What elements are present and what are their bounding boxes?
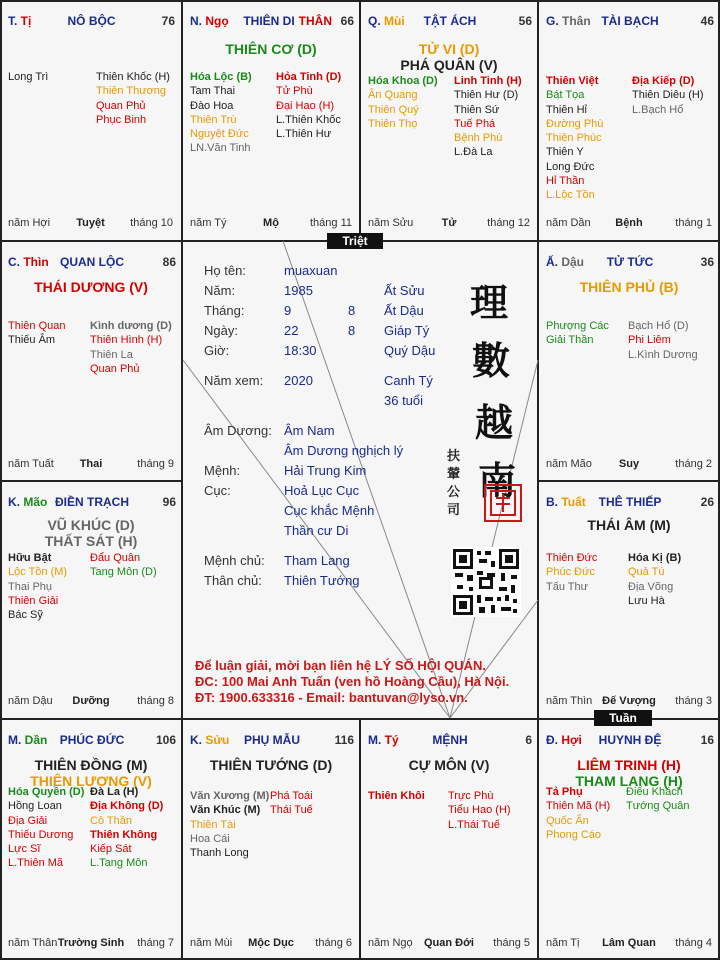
palace-name: PHÚC ĐỨC [59, 733, 125, 747]
star-item: L.Đà La [454, 146, 493, 159]
left-star-list [8, 551, 67, 622]
palace-top-left [0, 0, 181, 240]
star-item: Thiên Mã (H) [546, 800, 611, 813]
palace-branch: Đ. [546, 733, 562, 747]
star-item: Long Đức [546, 160, 595, 173]
star-item: Địa Giải [8, 814, 48, 827]
palace-year: năm Tý [190, 217, 227, 229]
palace-age-number: 86 [162, 255, 176, 269]
right-star-list [628, 319, 698, 362]
star-item: Ân Quang [368, 89, 418, 102]
palace-branch: C. [8, 255, 24, 269]
right-star-list [626, 785, 690, 814]
contact-line-2: ĐC: 100 Mai Anh Tuấn (ven hồ Hoàng Cầu), Hà Nội. [195, 674, 510, 689]
thang-value: 9 [284, 303, 292, 318]
star-item: Thiếu Âm [8, 334, 56, 347]
star-item: Thiên Tài [190, 818, 236, 831]
main-star: THIÊN PHỦ (B) [579, 279, 679, 295]
gio-can-chi: Quý Dậu [384, 343, 436, 358]
right-star-list [632, 74, 704, 117]
left-star-list [190, 789, 269, 860]
star-item: Đường Phù [546, 117, 604, 130]
star-item: Điếu Khách [626, 786, 683, 798]
palace-footer [8, 217, 173, 231]
ho-ten-label: Họ tên: [204, 263, 246, 278]
palace-year: năm Hợi [8, 217, 51, 229]
star-item: Thiên Y [546, 146, 584, 159]
star-item: Hỉ Thần [546, 175, 585, 188]
left-star-list [8, 70, 48, 84]
am-duong-value: Âm Nam [284, 423, 335, 438]
star-item: Lộc Tồn (M) [8, 566, 68, 579]
star-item: Lực Sĩ [8, 843, 41, 856]
star-item: Thiên Hư (D) [454, 89, 519, 102]
palace-mid-right-2 [538, 481, 720, 718]
palace-header [8, 14, 175, 30]
star-item: Thái Tuế [270, 804, 313, 817]
tuan-tag: Tuần [594, 710, 652, 726]
palace-bot-left [0, 719, 182, 960]
star-item: L.Lộc Tồn [546, 189, 595, 202]
left-star-list [368, 789, 425, 803]
palace-branch: B. [546, 495, 562, 509]
nam-value: 1985 [284, 283, 313, 298]
palace-stage: Tử [441, 217, 457, 229]
palace-stage: Tuyệt [76, 217, 105, 229]
palace-age-number: 106 [155, 733, 176, 747]
palace-header [8, 733, 176, 749]
star-item: L.Kình Dương [628, 348, 698, 361]
star-item: Quan Phủ [96, 99, 146, 112]
palace-name: TỬ TỨC [606, 255, 654, 269]
palace-month: tháng 1 [675, 217, 712, 229]
palace-branch: M. [368, 733, 385, 747]
gio-label: Giờ: [204, 343, 230, 358]
palace-branch-name: Mùi [384, 14, 405, 28]
main-star: THAM LANG (H) [575, 773, 683, 789]
star-item: Phong Cáo [546, 828, 602, 841]
palace-name: QUAN LỘC [60, 255, 124, 269]
main-star: THIÊN CƠ (D) [225, 41, 317, 57]
palace-age-number: 36 [700, 255, 714, 269]
palace-branch-name: Thân [562, 14, 591, 28]
palace-branch-name: Ngọ [205, 14, 229, 28]
star-item: Phi Liêm [628, 334, 671, 347]
palace-header [546, 495, 714, 511]
main-star: PHÁ QUÂN (V) [400, 57, 498, 73]
palace-footer [368, 217, 530, 231]
palace-age-number: 56 [518, 14, 532, 28]
palace-footer [546, 937, 712, 951]
star-item: Thiên Khôi [368, 790, 425, 802]
palace-month: tháng 9 [137, 458, 174, 470]
star-item: Kiếp Sát [90, 843, 132, 856]
palace-footer [190, 937, 352, 951]
main-star: CỰ MÔN (V) [408, 757, 490, 773]
seal-icon [486, 486, 520, 520]
palace-footer [8, 458, 174, 472]
palace-name: THIÊN DI [243, 14, 295, 28]
star-item: Thiên Phúc [546, 132, 602, 145]
gio-value: 18:30 [284, 343, 317, 358]
palace-branch-name: Dần [24, 733, 48, 747]
star-item: Thiên Khốc (H) [96, 71, 170, 83]
palace-mid-left-2 [0, 481, 182, 718]
star-item: Tướng Quân [626, 800, 690, 813]
star-item: Quả Tú [628, 566, 665, 579]
star-item: Thiên Đức [546, 552, 598, 564]
left-star-list [368, 74, 438, 131]
main-star: THIÊN ĐỒNG (M) [34, 757, 148, 773]
palace-stage: Đế Vượng [602, 695, 656, 707]
cuc-note-2: Thần cư Di [284, 523, 349, 538]
right-star-list [96, 70, 170, 127]
palace-footer [190, 217, 352, 231]
palace-name: PHỤ MẪU [244, 733, 300, 747]
palace-age-number: 96 [162, 495, 176, 509]
am-duong-label: Âm Dương: [204, 423, 272, 438]
right-star-list [454, 74, 522, 160]
right-star-list [270, 789, 313, 818]
cuc-value: Hoả Lục Cục [284, 483, 360, 498]
palace-branch: N. [190, 14, 206, 28]
star-item: Thiên Hình (H) [90, 334, 163, 347]
than-chu-label: Thân chủ: [204, 573, 262, 588]
menh-label: Mệnh: [204, 463, 241, 478]
palace-branch: K. [8, 495, 24, 509]
star-item: Tử Phù [276, 85, 313, 98]
main-star: VŨ KHÚC (D) [47, 517, 135, 533]
star-item: Phượng Các [546, 320, 609, 332]
star-item: Nguyệt Đức [190, 128, 249, 141]
palace-branch-name: Tị [20, 14, 32, 28]
star-item: Tam Thai [190, 85, 236, 98]
palace-branch-name: Mão [23, 495, 48, 509]
star-item: Kình dương (D) [90, 320, 172, 332]
nam-label: Năm: [204, 283, 236, 298]
star-item: Hóa Khoa (D) [368, 75, 438, 87]
palace-branch-name: Sửu [205, 733, 230, 747]
main-star: TỬ VI (D) [418, 41, 480, 57]
palace-stage: Thai [79, 458, 103, 470]
star-item: L.Thiên Hư [276, 128, 332, 141]
star-item: Phúc Đức [546, 566, 595, 579]
palace-name: HUYNH ĐỆ [598, 733, 662, 747]
star-item: Đại Hao (H) [276, 99, 335, 112]
star-item: Bạch Hổ (D) [628, 320, 689, 332]
star-item: Hồng Loan [8, 800, 62, 813]
ngay-label: Ngày: [204, 323, 238, 338]
palace-header [546, 255, 714, 271]
star-item: Bệnh Phù [454, 132, 503, 145]
palace-branch: T. [8, 14, 21, 28]
calligraphy-char-3: 越 [475, 400, 514, 445]
palace-year: năm Thân [8, 937, 58, 949]
star-item: Địa Võng [628, 580, 674, 593]
palace-top-2 [182, 0, 360, 240]
palace-year: năm Sửu [368, 217, 414, 229]
palace-stage: Lâm Quan [602, 937, 656, 949]
star-item: Hóa Lộc (B) [190, 71, 252, 83]
calligraphy-char-4: 南 [478, 458, 517, 503]
palace-month: tháng 10 [130, 217, 173, 229]
star-item: Giải Thần [546, 334, 594, 347]
palace-stage: Mộ [263, 217, 279, 229]
menh-value: Hải Trung Kim [284, 463, 367, 478]
palace-year: năm Mùi [190, 937, 233, 949]
palace-branch-name: Hợi [561, 733, 582, 747]
right-star-list [90, 785, 163, 871]
star-item: L.Thái Tuế [448, 818, 500, 831]
palace-branch: M. [8, 733, 25, 747]
palace-branch: Q. [368, 14, 385, 28]
palace-name: NÔ BỘC [67, 14, 116, 28]
palace-month: tháng 6 [315, 937, 352, 949]
tuoi-value: 36 tuổi [384, 393, 424, 408]
star-item: Thiên Quan [8, 320, 66, 332]
main-star: THẤT SÁT (H) [44, 533, 138, 549]
palace-bot-2 [182, 719, 360, 960]
ho-ten-value: muaxuan [284, 263, 338, 278]
palace-footer [546, 458, 712, 472]
palace-footer [368, 937, 530, 951]
star-item: Thiếu Dương [8, 828, 74, 841]
left-star-list [190, 70, 252, 156]
star-item: Thiên Diêu (H) [632, 89, 704, 102]
star-item: L.Bạch Hổ [632, 103, 684, 116]
cuc-label: Cục: [204, 483, 231, 498]
star-item: Lưu Hà [628, 594, 665, 607]
palace-branch-name: Dậu [561, 255, 585, 269]
menh-chu-label: Mệnh chủ: [204, 553, 265, 568]
palace-stage: Trường Sinh [57, 937, 125, 949]
company-seal-text: 扶 輦 公 司 [447, 449, 461, 518]
ngay-can-chi: Giáp Tý [384, 323, 430, 338]
star-item: Thiên Quý [368, 103, 419, 116]
palace-header [8, 255, 176, 271]
star-item: Quốc Ấn [546, 814, 589, 827]
star-item: Đẩu Quân [90, 552, 141, 564]
than-marker: THÂN [298, 14, 332, 28]
main-star: THIÊN LƯƠNG (V) [30, 773, 152, 789]
palace-footer [546, 217, 712, 231]
palace-month: tháng 4 [675, 937, 712, 949]
star-item: Thiên Không [90, 828, 158, 841]
star-item: Văn Khúc (M) [190, 804, 261, 817]
palace-month: tháng 12 [487, 217, 530, 229]
palace-stage: Mộc Dục [248, 937, 294, 949]
star-item: L.Thiên Mã [8, 857, 64, 870]
main-star: THIÊN TƯỚNG (D) [209, 757, 333, 773]
star-item: Hữu Bật [8, 552, 52, 564]
star-item: Hỏa Tinh (D) [276, 71, 342, 83]
left-star-list [546, 74, 603, 203]
star-item: Phục Binh [96, 113, 147, 126]
ngay-value: 22 [284, 323, 299, 338]
star-item: Thai Phụ [8, 580, 53, 593]
right-star-list [90, 551, 157, 580]
contact-line-3: ĐT: 1900.633316 - Email: bantuvan@lyso.vn. [195, 690, 468, 705]
palace-month: tháng 8 [137, 695, 174, 707]
right-star-list [448, 789, 511, 832]
palace-bot-right [538, 719, 720, 960]
star-item: Phá Toái [270, 790, 313, 802]
left-star-list [8, 319, 65, 348]
calligraphy-char-1: 理 [470, 280, 509, 325]
star-item: Văn Xương (M) [190, 790, 270, 802]
palace-year: năm Ngọ [368, 937, 413, 949]
star-item: Bát Tọa [546, 89, 585, 102]
right-star-list [90, 319, 172, 376]
palace-age-number: 16 [700, 733, 714, 747]
palace-name: ĐIỀN TRẠCH [55, 495, 129, 509]
palace-bot-3 [360, 719, 538, 960]
palace-year: năm Thìn [546, 695, 593, 707]
palace-branch-name: Tuất [561, 495, 586, 509]
left-star-list [8, 785, 84, 871]
palace-name: THÊ THIẾP [598, 495, 662, 509]
thang-label: Tháng: [204, 303, 245, 318]
star-item: Thiên Thương [96, 85, 167, 98]
palace-month: tháng 2 [675, 458, 712, 470]
star-item: Long Trì [8, 71, 49, 83]
star-item: Tuế Phá [454, 117, 496, 130]
cuc-note-1: Cục khắc Mệnh [284, 503, 375, 518]
thang-can-chi: Ất Dậu [384, 303, 424, 318]
star-item: Bác Sỹ [8, 609, 43, 622]
triet-tag: Triệt [327, 233, 383, 249]
nam-xem-can-chi: Canh Tý [384, 373, 433, 388]
palace-mid-right-1 [538, 241, 720, 481]
palace-month: tháng 3 [675, 695, 712, 707]
palace-month: tháng 11 [309, 217, 352, 229]
palace-mid-left-1 [0, 241, 182, 481]
palace-header [368, 733, 532, 749]
star-item: Thiên Giải [8, 594, 59, 607]
star-item: Hóa Quyền (D) [8, 786, 85, 798]
right-star-list [276, 70, 341, 141]
palace-age-number: 116 [334, 733, 354, 747]
palace-age-number: 76 [161, 14, 175, 28]
star-item: Hóa Kị (B) [628, 552, 682, 564]
palace-footer [8, 695, 174, 709]
palace-year: năm Dậu [8, 695, 53, 707]
than-chu-value: Thiên Tướng [284, 573, 360, 588]
palace-age-number: 6 [525, 733, 532, 747]
left-star-list [546, 319, 609, 348]
palace-year: năm Dần [546, 217, 591, 229]
star-item: Quan Phủ [90, 362, 140, 375]
palace-top-3 [360, 0, 538, 240]
palace-year: năm Tị [546, 937, 580, 949]
palace-footer [8, 937, 174, 951]
star-item: Địa Không (D) [90, 800, 164, 813]
star-item: Đào Hoa [190, 99, 234, 112]
palace-header [368, 14, 532, 30]
star-item: Thanh Long [190, 847, 249, 860]
palace-header [8, 495, 176, 511]
palace-age-number: 26 [700, 495, 714, 509]
nam-xem-label: Năm xem: [204, 373, 264, 388]
palace-month: tháng 7 [137, 937, 174, 949]
star-item: L.Thiên Khốc [276, 113, 341, 126]
palace-branch-name: Tý [384, 733, 399, 747]
star-item: Đà La (H) [90, 786, 139, 798]
palace-header [546, 14, 714, 30]
star-item: Thiên Trù [190, 113, 237, 126]
left-star-list [546, 551, 597, 594]
menh-chu-value: Tham Lang [284, 553, 350, 568]
red-seal-stamp [484, 484, 522, 522]
palace-year: năm Mão [546, 458, 592, 470]
star-item: Trực Phù [448, 790, 494, 802]
palace-month: tháng 5 [493, 937, 530, 949]
star-item: Thiên La [90, 348, 133, 361]
nam-can-chi: Ất Sửu [384, 283, 425, 298]
am-duong-note: Âm Dương nghịch lý [284, 443, 404, 458]
star-item: Thiên Hỉ [546, 103, 587, 116]
star-item: Thiên Việt [546, 75, 599, 87]
palace-stage: Quan Đới [424, 937, 474, 949]
star-item: LN.Văn Tinh [190, 142, 251, 155]
palace-branch: K. [190, 733, 206, 747]
palace-stage: Suy [618, 458, 640, 470]
palace-stage: Bệnh [615, 217, 643, 229]
palace-header [190, 14, 354, 30]
star-item: Địa Kiếp (D) [632, 75, 695, 87]
palace-branch: Ấ. [546, 255, 562, 269]
palace-footer [546, 695, 712, 709]
thang-am-lich: 8 [348, 303, 356, 318]
palace-branch: G. [546, 14, 563, 28]
star-item: Tả Phụ [546, 786, 583, 798]
palace-year: năm Tuất [8, 458, 54, 470]
palace-age-number: 66 [340, 14, 354, 28]
star-item: Hoa Cái [190, 832, 230, 845]
qr-code-icon [451, 547, 521, 617]
palace-header [546, 733, 714, 749]
main-star: THÁI ÂM (M) [587, 517, 671, 533]
main-star: LIÊM TRINH (H) [577, 757, 681, 773]
star-item: Thiên Sứ [454, 103, 500, 116]
star-item: Linh Tinh (H) [454, 75, 522, 87]
star-item: Tấu Thư [546, 580, 589, 593]
ngay-am-lich: 8 [348, 323, 356, 338]
main-star: THÁI DƯƠNG (V) [34, 279, 148, 295]
star-item: Tiểu Hao (H) [448, 804, 511, 817]
nam-xem-value: 2020 [284, 373, 313, 388]
palace-branch-name: Thìn [23, 255, 49, 269]
star-item: L.Tang Môn [90, 857, 148, 870]
palace-name: TÀI BẠCH [601, 14, 659, 28]
palace-name: TẬT ÁCH [423, 14, 477, 28]
palace-name: MỆNH [432, 733, 468, 747]
star-item: Tang Môn (D) [90, 566, 157, 579]
palace-age-number: 46 [700, 14, 714, 28]
palace-header [190, 733, 354, 749]
right-star-list [628, 551, 681, 608]
star-item: Cô Thần [90, 814, 132, 827]
palace-top-right [538, 0, 720, 240]
star-item: Thiên Thọ [368, 117, 418, 130]
left-star-list [546, 785, 610, 842]
calligraphy-char-2: 數 [472, 338, 511, 383]
palace-stage: Dưỡng [72, 695, 110, 707]
contact-line-1: Để luận giải, mời bạn liên hệ LÝ SỐ HỘI QUÁN. [195, 658, 486, 673]
